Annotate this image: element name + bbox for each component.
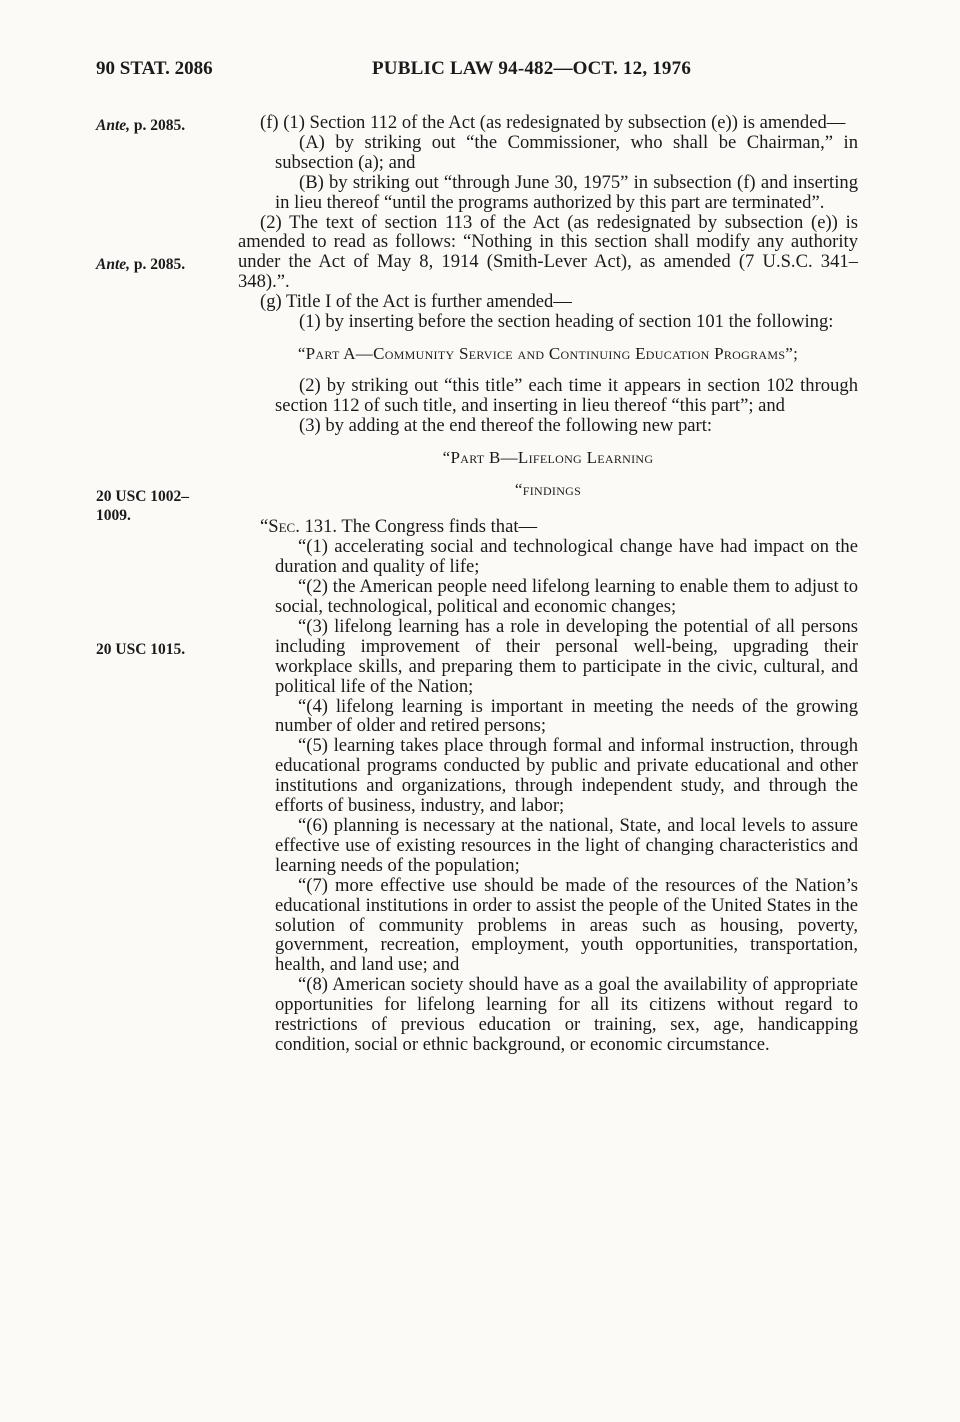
part-a-heading: “Part A—Community Service and Continuing Education Programs”; <box>297 343 799 363</box>
margin-note-usc-1015 <box>96 640 185 659</box>
part-b-heading: “Part B—Lifelong Learning <box>442 447 654 467</box>
statute-body <box>238 113 858 1055</box>
margin-note-usc-1002-line2: 1009. <box>96 507 131 524</box>
findings-heading: “findings <box>514 479 582 499</box>
margin-note-ante-1 <box>96 116 185 135</box>
subsection-g: (g) Title I of the Act is further amended— <box>260 291 572 313</box>
finding-8: “(8) American society should have as a goal the availability of appropriate opportunities for lifelong learning for all its citizens without regard to restrictions of previous education or training, sex, age, handicapping condition, social or ethnic background, or economic circumstance. <box>275 974 858 1055</box>
clause-f-a: (A) by striking out “the Commissioner, who shall be Chairman,” in subsection (a); and <box>275 131 858 173</box>
clause-f-b: (B) by striking out “through June 30, 1975” in subsection (f) and inserting in lieu thereof “until the programs authorized by this part are terminated”. <box>275 171 858 213</box>
paragraph-g1: (1) by inserting before the section heading of section 101 the following: <box>299 311 834 333</box>
margin-note-ante-2-italic: Ante, <box>96 256 131 273</box>
margin-note-ante-1-page: p. 2085. <box>130 117 186 134</box>
stat-page-number: 90 STAT. 2086 <box>96 58 213 79</box>
paragraph-g3: (3) by adding at the end thereof the following new part: <box>299 414 713 436</box>
margin-note-usc-1002-line1: 20 USC 1002– <box>96 488 190 505</box>
section-131-text: 131. The Congress finds that— <box>299 516 538 538</box>
margin-note-ante-1-italic: Ante, <box>96 117 131 134</box>
section-131-heading <box>238 517 858 537</box>
finding-4: “(4) lifelong learning is important in meeting the needs of the growing number of older and retired persons; <box>275 695 858 737</box>
finding-6: “(6) planning is necessary at the national, State, and local levels to assure effective use of existing resources in the light of changing characteristics and learning needs of the population; <box>275 815 858 876</box>
margin-note-ante-2 <box>96 255 185 274</box>
finding-2: “(2) the American people need lifelong learning to enable them to adjust to social, technological, political and economic changes; <box>275 576 858 618</box>
paragraph-g2: (2) by striking out “this title” each time it appears in section 102 through section 112 of such title, and inserting in lieu thereof “this part”; and <box>275 374 858 416</box>
margin-note-usc-1015-text: 20 USC 1015. <box>96 641 186 658</box>
public-law-title: PUBLIC LAW 94-482—OCT. 12, 1976 <box>372 58 692 79</box>
margin-note-usc-1002 <box>96 487 189 525</box>
finding-5: “(5) learning takes place through formal and informal instruction, through educational programs conducted by public and private educational and other institutions and organizations, through independent study, and through the efforts of business, industry, and labor; <box>275 735 858 817</box>
margin-note-ante-2-page: p. 2085. <box>130 256 186 273</box>
section-label: “Sec. <box>260 516 300 538</box>
finding-7: “(7) more effective use should be made of the resources of the Nation’s educational institutions in order to assist the people of the United States in the solution of community problems in areas such as housing, poverty, government, recreation, employment, youth opportunities, transportation, health, and land use; and <box>275 874 858 976</box>
finding-1: “(1) accelerating social and technological change have had impact on the duration and quality of life; <box>275 536 858 578</box>
page-header <box>96 58 856 86</box>
finding-3: “(3) lifelong learning has a role in developing the potential of all persons including improvement of their personal well-being, upgrading their workplace skills, and preparing them to participate in the civic, cultural, and political life of the Nation; <box>275 615 858 697</box>
subsection-f1: (f) (1) Section 112 of the Act (as redesignated by subsection (e)) is amended— <box>260 112 846 133</box>
subsection-f2: (2) The text of section 113 of the Act (as redesignated by subsection (e)) is amended to read as follows: “Nothing in this section shall modify any authority under the Act of May 8, 1914 (Smith-Lever Act), as amended (7 U.S.C. 341–348).”. <box>238 211 858 293</box>
